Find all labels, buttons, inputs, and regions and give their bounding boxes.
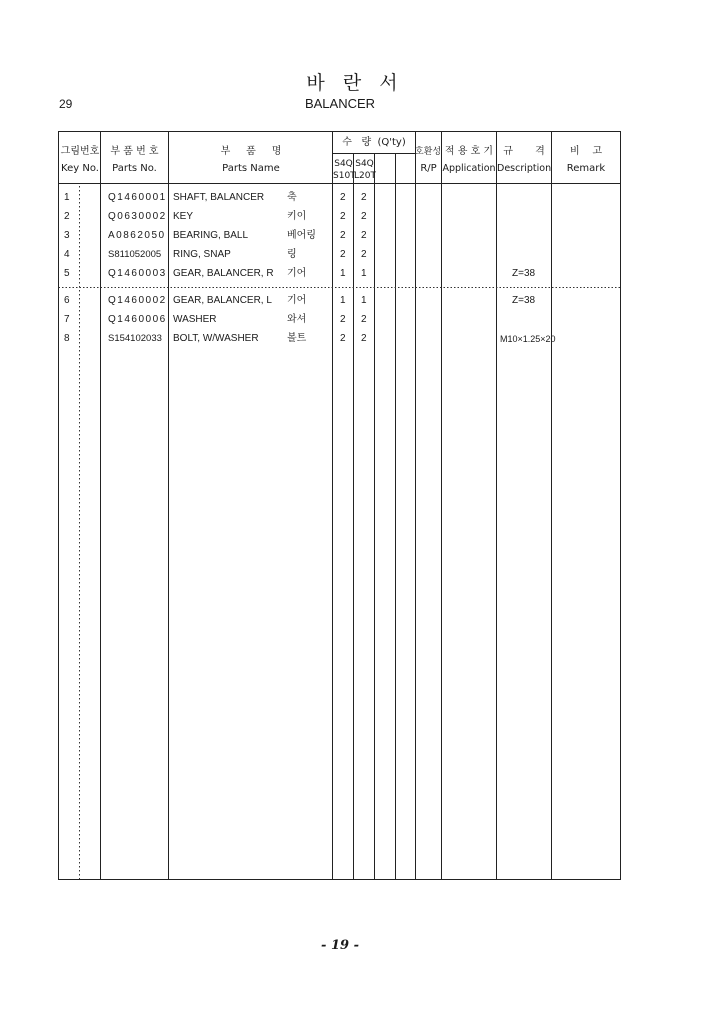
header-qty-col2-b: L20T: [354, 171, 376, 181]
qty-l20t: 2: [361, 211, 367, 222]
key-no: 2: [64, 211, 70, 222]
part-name-en: RING, SNAP: [173, 249, 231, 260]
qty-s10t: 2: [340, 211, 346, 222]
header-qty-col1-b: S10T: [333, 171, 356, 181]
header-app-kr: 적 용 호 기: [444, 146, 494, 157]
part-name-en: GEAR, BALANCER, R: [173, 268, 274, 279]
qty-s10t: 1: [340, 268, 346, 279]
part-name-kr: 축: [287, 192, 297, 203]
part-name-en: KEY: [173, 211, 194, 222]
header-key-en: Key No.: [61, 163, 99, 174]
qty-s10t: 2: [340, 249, 346, 260]
qty-s10t: 1: [340, 295, 346, 306]
header-parts-name-en: Parts Name: [222, 163, 280, 174]
part-name-kr: 베어링: [287, 230, 316, 241]
header-app-en: Application: [442, 163, 496, 174]
part-name-en: GEAR, BALANCER, L: [173, 295, 272, 306]
header-remark-kr: 비 고: [569, 146, 603, 157]
key-no: 1: [64, 192, 70, 203]
qty-l20t: 2: [361, 314, 367, 325]
key-no: 8: [64, 333, 70, 344]
key-no: 6: [64, 295, 70, 306]
header-key-kr: 그림번호: [60, 146, 100, 157]
part-no: Q1460002: [108, 295, 167, 306]
header-qty-col1-a: S4Q: [334, 159, 353, 169]
header-rp-en: R/P: [420, 163, 437, 174]
qty-s10t: 2: [340, 333, 346, 344]
header-rp-kr: 호환성: [414, 147, 442, 157]
page-number: 29: [59, 97, 73, 111]
part-name-kr: 볼트: [287, 333, 307, 344]
description: M10×1.25×20: [500, 334, 556, 344]
header-remark-en: Remark: [566, 163, 606, 174]
part-name-kr: 키이: [287, 211, 307, 222]
part-name-en: WASHER: [173, 314, 217, 325]
header-parts-no-en: Parts No.: [112, 163, 157, 174]
part-no: Q1460006: [108, 314, 167, 325]
header-parts-no-kr: 부 품 번 호: [110, 146, 159, 157]
part-name-kr: 기어: [287, 295, 307, 306]
header-desc-kr: 규 격: [503, 146, 545, 157]
header-parts-name-kr: 부 품 명: [220, 146, 282, 157]
part-no: S811052005: [108, 249, 162, 260]
part-name-en: SHAFT, BALANCER: [173, 192, 265, 203]
qty-s10t: 2: [340, 192, 346, 203]
header-qty: 수 량 (Q'ty): [342, 137, 406, 148]
key-no: 7: [64, 314, 70, 325]
part-no: Q1460001: [108, 192, 167, 203]
title-korean: 바 란 서: [306, 72, 404, 94]
qty-l20t: 2: [361, 333, 367, 344]
part-name-kr: 기어: [287, 268, 307, 279]
part-name-en: BEARING, BALL: [173, 230, 249, 241]
qty-s10t: 2: [340, 314, 346, 325]
qty-l20t: 1: [361, 295, 367, 306]
title-english: BALANCER: [304, 96, 376, 111]
footer-page-number: - 19 -: [321, 938, 359, 953]
part-no: Q0630002: [108, 211, 167, 222]
header-qty-col2-a: S4Q: [355, 159, 374, 169]
part-no: Q1460003: [108, 268, 167, 279]
qty-l20t: 2: [361, 192, 367, 203]
qty-s10t: 2: [340, 230, 346, 241]
qty-l20t: 2: [361, 249, 367, 260]
description: Z=38: [512, 268, 536, 279]
part-no: S154102033: [108, 333, 162, 344]
description: Z=38: [512, 295, 536, 306]
key-no: 5: [64, 268, 70, 279]
key-no: 4: [64, 249, 70, 260]
qty-l20t: 2: [361, 230, 367, 241]
key-no: 3: [64, 230, 70, 241]
header-desc-en: Description: [497, 163, 552, 174]
part-no: A0862050: [108, 230, 166, 241]
part-name-en: BOLT, W/WASHER: [173, 333, 259, 344]
part-name-kr: 와셔: [287, 314, 307, 325]
qty-l20t: 1: [361, 268, 367, 279]
part-name-kr: 링: [287, 249, 297, 260]
